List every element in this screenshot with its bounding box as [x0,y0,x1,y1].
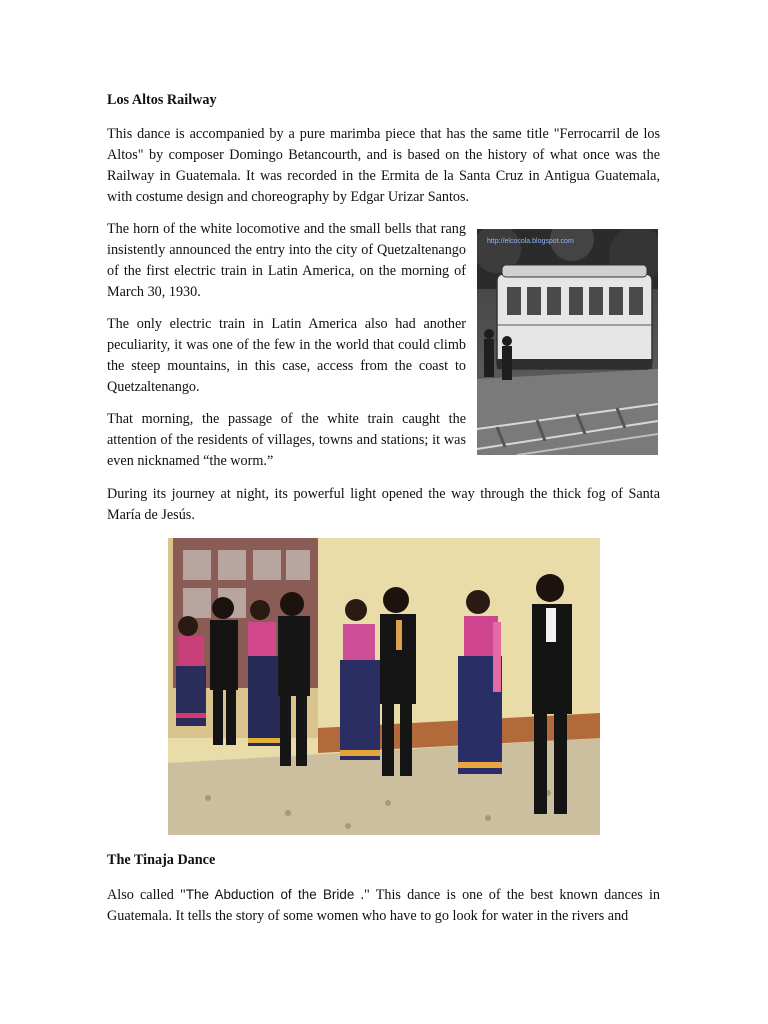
train-photo [477,229,658,455]
paragraph-white-train: That morning, the passage of the white train caught the attention of the residents of villages, towns and stations; it was even nicknamed “the worm.” [107,411,466,469]
tinaja-text-rest: ." This dance is one of the best known dances in Guatemala. It tells the story of some women who have to go look for water in the rivers and [107,887,660,924]
paragraph-horn: The horn of the white locomotive and the small bells that rang insistently announced the entry into the city of Quetzaltenango of the first electric train in Latin America, on the morning of March 30, 1930. [107,221,466,300]
paragraph-tinaja [107,884,660,927]
paragraph-journey-night: During its journey at night, its powerful light opened the way through the thick fog of Santa María de Jesús. [107,486,660,523]
section-heading-tinaja-dance: The Tinaja Dance [107,852,216,868]
paragraph-electric-train: The only electric train in Latin America also had another peculiarity, it was one of the few in the world that could climb the steep mountains, in this case, access from the coast to Quetzaltenango. [107,316,466,395]
dancers-photo [168,538,600,835]
section-heading-los-altos-railway: Los Altos Railway [107,92,217,108]
tinaja-text-start: Also called " [107,887,186,903]
tinaja-alt-title: The Abduction of the Bride [185,887,355,902]
photo-watermark: http://elcocola.blogspot.com [487,238,574,245]
paragraph-intro: This dance is accompanied by a pure marimba piece that has the same title "Ferrocarril de los Altos" by composer Domingo Betancourth, and is based on the history of what once was the Railway in Guatemala. It was recorded in the Ermita de la Santa Cruz in Antigua Guatemala, with costume design and choreography by Edgar Urizar Santos. [107,126,660,205]
